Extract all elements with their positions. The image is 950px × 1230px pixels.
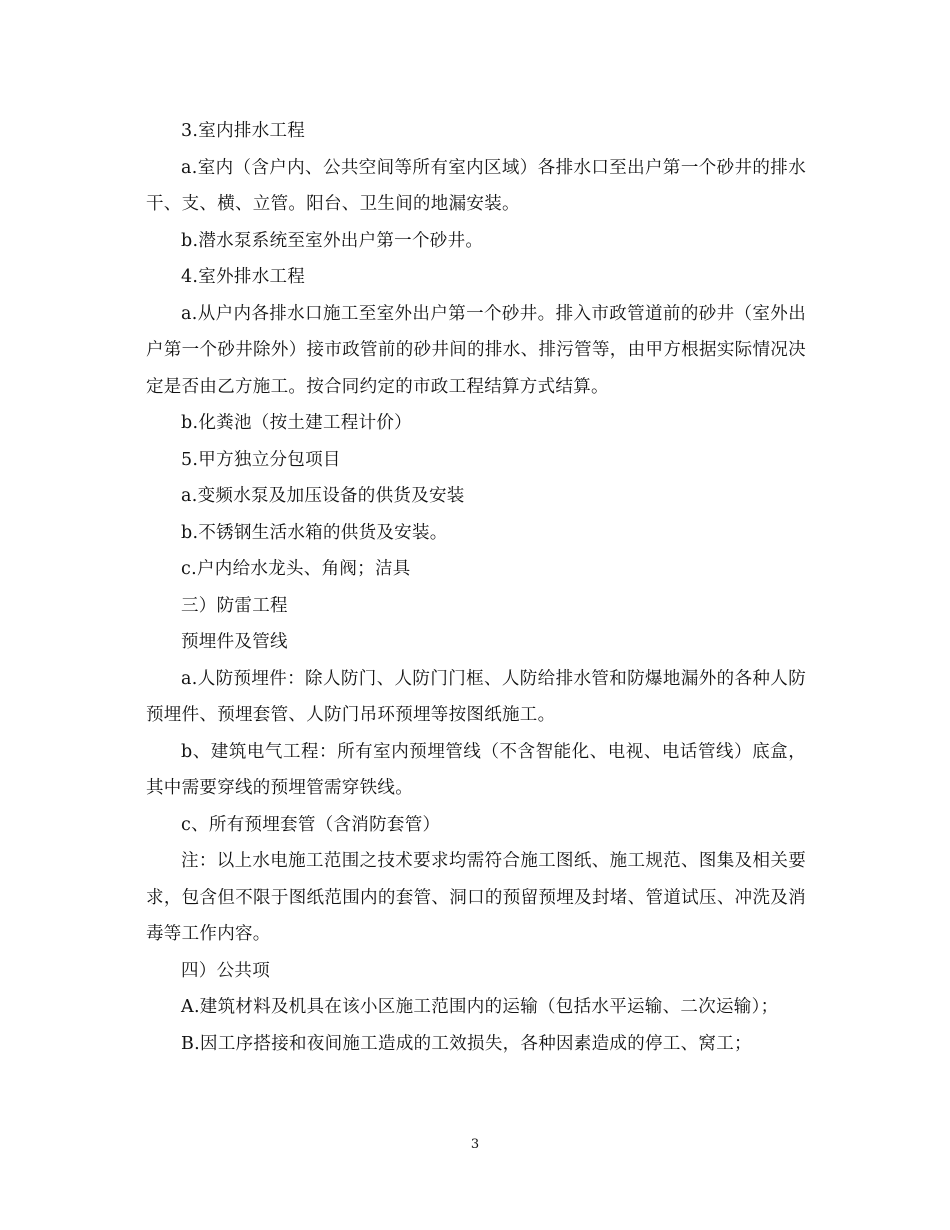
paragraph: a.从户内各排水口施工至室外出户第一个砂井。排入市政管道前的砂井（室外出户第一个砂井除外）接市政管前的砂井间的排水、排污管等，由甲方根据实际情况决定是否由乙方施工。按合同约定的市政工程结算方式结算。 [146, 303, 806, 397]
paragraph: B.因工序搭接和夜间施工造成的工效损失，各种因素造成的停工、窝工； [181, 1033, 752, 1054]
paragraph: 注：以上水电施工范围之技术要求均需符合施工图纸、施工规范、图集及相关要求，包含但不限于图纸范围内的套管、洞口的预留预埋及封堵、管道试压、冲洗及消毒等工作内容。 [146, 851, 806, 944]
paragraph: A.建筑材料及机具在该小区施工范围内的运输（包括水平运输、二次运输）； [181, 997, 779, 1017]
paragraph: a.人防预埋件：除人防门、人防门门框、人防给排水管和防爆地漏外的各种人防预埋件、预埋套管、人防门吊环预埋等按图纸施工。 [146, 668, 806, 725]
paragraph: a.变频水泵及加压设备的供货及安装 [181, 486, 465, 506]
paragraph: 3.室内排水工程 [181, 121, 306, 141]
paragraph: 4.室外排水工程 [181, 267, 306, 287]
paragraph: 四）公共项 [181, 960, 270, 981]
paragraph: b.潜水泵系统至室外出户第一个砂井。 [181, 230, 484, 251]
page-number: 3 [470, 1137, 480, 1152]
paragraph: b.不锈钢生活水箱的供货及安装。 [181, 522, 448, 543]
paragraph: b.化粪池（按土建工程计价） [181, 413, 412, 433]
paragraph: c.户内给水龙头、角阀；洁具 [181, 559, 411, 579]
paragraph: c、所有预埋套管（含消防套管） [181, 814, 441, 835]
paragraph: b、建筑电气工程：所有室内预埋管线（不含智能化、电视、电话管线）底盒，其中需要穿线的预埋管需穿铁线。 [146, 741, 806, 798]
paragraph: 5.甲方独立分包项目 [181, 449, 341, 470]
paragraph: a.室内（含户内、公共空间等所有室内区域）各排水口至出户第一个砂井的排水干、支、横、立管。阳台、卫生间的地漏安装。 [146, 157, 806, 214]
paragraph: 三）防雷工程 [181, 595, 288, 616]
document-body [146, 113, 806, 1062]
paragraph: 预埋件及管线 [181, 632, 288, 652]
